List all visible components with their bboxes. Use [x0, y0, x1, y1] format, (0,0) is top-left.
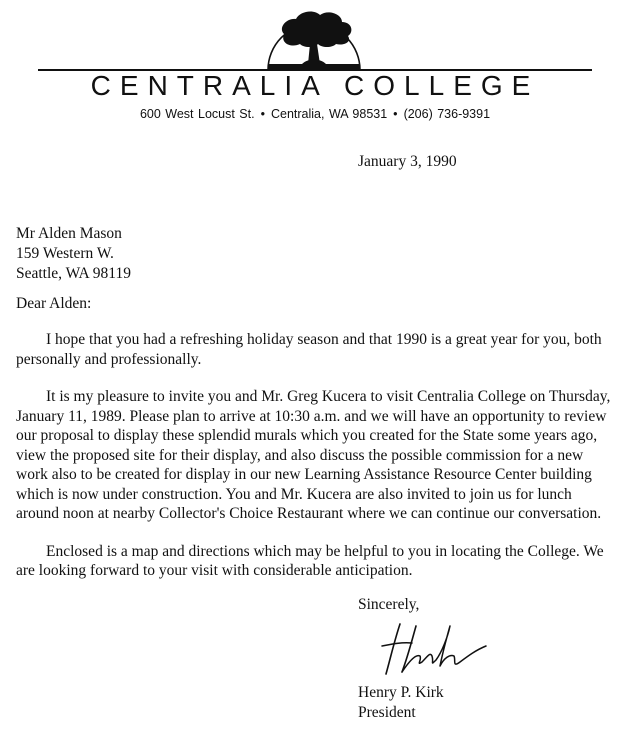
college-name: CENTRALIA COLLEGE: [90, 70, 540, 101]
closing: Sincerely,: [358, 596, 420, 613]
address-phone: (206) 736-9391: [403, 107, 491, 121]
address-city: Centralia, WA 98531: [270, 107, 388, 121]
recipient-city: Seattle, WA 98119: [16, 265, 131, 282]
address-street: 600 West Locust St.: [139, 107, 255, 121]
letter-body: [16, 330, 614, 599]
body-paragraph: I hope that you had a refreshing holiday season and that 1990 is a great year for you, both personally and professionally.: [16, 331, 602, 368]
address-separator: •: [393, 107, 398, 121]
body-paragraph: It is my pleasure to invite you and Mr. Greg Kucera to visit Centralia College on Thursday, January 11, 1989. Please plan to arrive at 10:30 a.m. and we will have an opportunity to review our proposal to display these splendid murals which you created for the State some years ago, view the proposed site for their display, and also discuss the possible commission for a new work also to be created for display in our new Learning Assistance Resource Center building which is now under construction. You and Mr. Kucera are also invited to join us for lunch around noon at nearby Collector's Choice Restaurant where we can continue our conversation.: [16, 388, 611, 522]
recipient-block: [16, 224, 131, 284]
signer-name: Henry P. Kirk: [358, 684, 444, 701]
body-paragraph: Enclosed is a map and directions which may be helpful to you in locating the College. We are looking forward to your visit with considerable anticipation.: [16, 542, 604, 579]
signer-title: President: [358, 704, 416, 721]
recipient-name: Mr Alden Mason: [16, 225, 122, 242]
signature-icon: [372, 616, 492, 680]
signer-block: [358, 683, 444, 723]
letter-date: January 3, 1990: [358, 153, 457, 170]
recipient-street: 159 Western W.: [16, 245, 114, 262]
salutation: Dear Alden:: [16, 295, 92, 312]
letterhead-address: [0, 106, 630, 122]
tree-logo-icon: [262, 6, 366, 72]
address-separator: •: [260, 107, 265, 121]
